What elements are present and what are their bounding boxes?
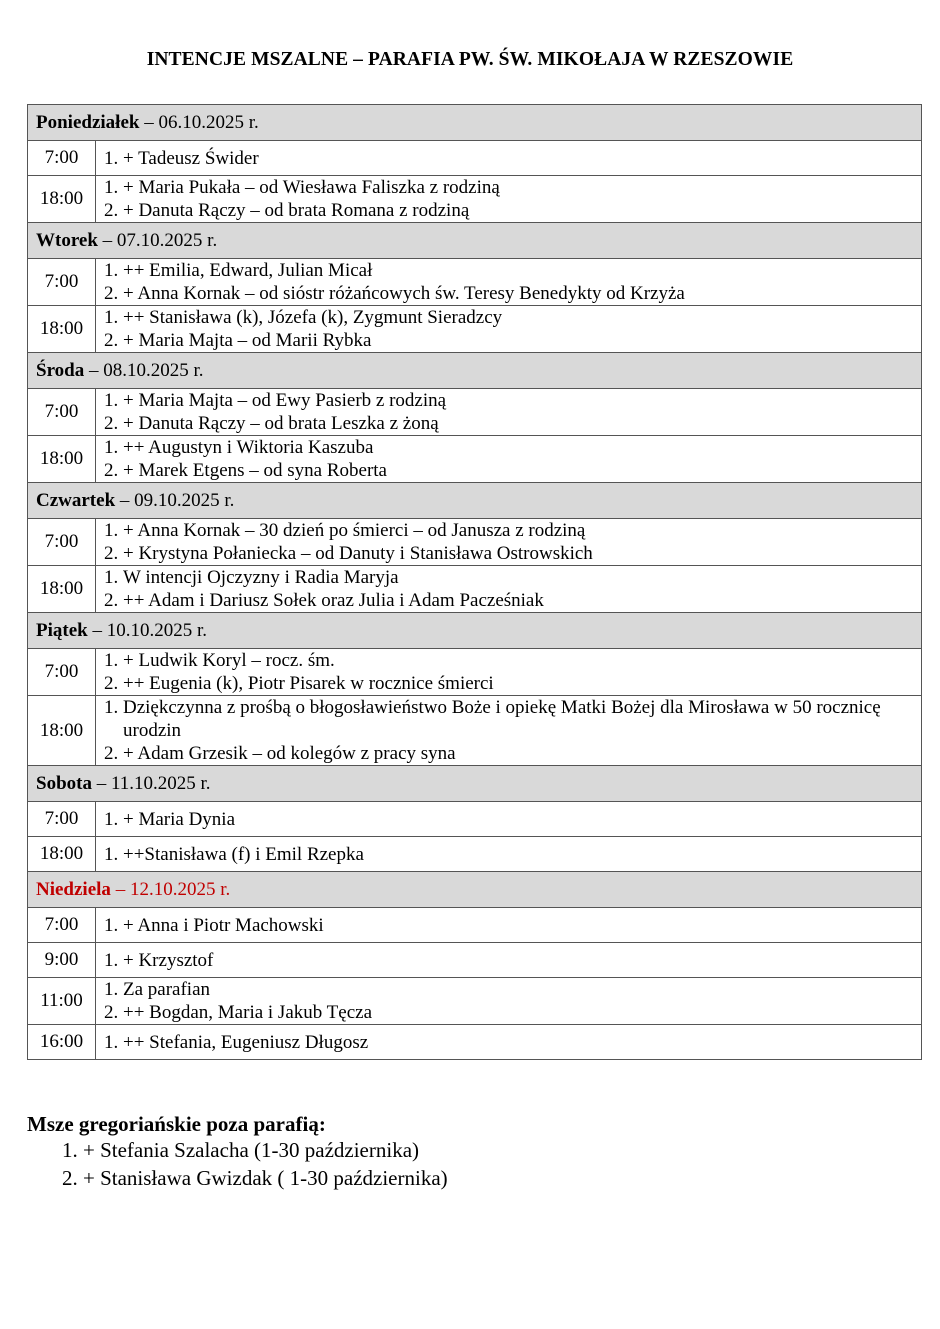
day-name: Sobota — [36, 772, 92, 794]
mass-slot-row — [28, 176, 922, 223]
gregorian-masses-list — [55, 1136, 448, 1192]
mass-time: 18:00 — [28, 176, 96, 223]
intention-item: 1. W intencji Ojczyzny i Radia Maryja — [123, 566, 921, 589]
gregorian-mass-item: 1. + Stefania Szalacha (1-30 października) — [83, 1136, 448, 1164]
mass-slot-row — [28, 837, 922, 872]
intention-item: 1. + Maria Majta – od Ewy Pasierb z rodziną — [123, 389, 921, 412]
intention-item: 2. ++ Bogdan, Maria i Jakub Tęcza — [123, 1001, 921, 1024]
intention-item: 1. ++ Augustyn i Wiktoria Kaszuba — [123, 436, 921, 459]
intentions-list — [96, 436, 921, 482]
mass-slot-row — [28, 908, 922, 943]
intention-item: 2. ++ Eugenia (k), Piotr Pisarek w rocznice śmierci — [123, 672, 921, 695]
intentions-cell — [96, 141, 922, 176]
intentions-list — [96, 147, 921, 170]
day-date: – 09.10.2025 r. — [115, 489, 235, 511]
day-header — [28, 105, 922, 141]
mass-slot-row — [28, 802, 922, 837]
mass-slot-row — [28, 436, 922, 483]
mass-time: 11:00 — [28, 978, 96, 1025]
intentions-cell — [96, 259, 922, 306]
gregorian-mass-item: 2. + Stanisława Gwizdak ( 1-30 października) — [83, 1164, 448, 1192]
intention-item: 1. + Krzysztof — [123, 949, 921, 972]
mass-time: 9:00 — [28, 943, 96, 978]
mass-slot-row — [28, 978, 922, 1025]
day-header — [28, 483, 922, 519]
intentions-cell — [96, 802, 922, 837]
intentions-cell — [96, 389, 922, 436]
day-header-row — [28, 223, 922, 259]
mass-slot-row — [28, 259, 922, 306]
intentions-list — [96, 1031, 921, 1054]
mass-time: 18:00 — [28, 837, 96, 872]
gregorian-masses-heading: Msze gregoriańskie poza parafią: — [27, 1112, 326, 1136]
intention-item: 2. + Danuta Rączy – od brata Romana z rodziną — [123, 199, 921, 222]
intention-item: 1. Dziękczynna z prośbą o błogosławieństwo Boże i opiekę Matki Bożej dla Mirosława w 50 rocznicę urodzin — [123, 696, 921, 742]
intentions-list — [96, 696, 921, 765]
mass-time: 7:00 — [28, 259, 96, 306]
day-header — [28, 872, 922, 908]
intention-item: 1. + Anna Kornak – 30 dzień po śmierci – od Janusza z rodziną — [123, 519, 921, 542]
intention-item: 1. ++ Emilia, Edward, Julian Micał — [123, 259, 921, 282]
intentions-list — [96, 566, 921, 612]
day-header-row — [28, 766, 922, 802]
mass-time: 18:00 — [28, 306, 96, 353]
intentions-list — [96, 259, 921, 305]
mass-time: 7:00 — [28, 519, 96, 566]
intentions-list — [96, 949, 921, 972]
day-header — [28, 223, 922, 259]
intentions-list — [96, 519, 921, 565]
mass-time: 7:00 — [28, 389, 96, 436]
day-header-row — [28, 613, 922, 649]
day-name: Środa — [36, 359, 85, 381]
day-date: – 12.10.2025 r. — [110, 878, 231, 900]
intention-item: 1. + Anna i Piotr Machowski — [123, 914, 921, 937]
page-title: INTENCJE MSZALNE – PARAFIA PW. ŚW. MIKOŁAJA W RZESZOWIE — [146, 49, 794, 70]
mass-slot-row — [28, 1025, 922, 1060]
day-header-row — [28, 872, 922, 908]
intentions-cell — [96, 306, 922, 353]
mass-slot-row — [28, 141, 922, 176]
day-date: – 08.10.2025 r. — [84, 359, 204, 381]
day-date: – 11.10.2025 r. — [91, 772, 211, 794]
day-header-row — [28, 483, 922, 519]
intention-item: 1. ++Stanisława (f) i Emil Rzepka — [123, 843, 921, 866]
mass-slot-row — [28, 306, 922, 353]
mass-time: 16:00 — [28, 1025, 96, 1060]
intentions-cell — [96, 649, 922, 696]
day-date: – 06.10.2025 r. — [139, 111, 259, 133]
intentions-cell — [96, 176, 922, 223]
mass-time: 7:00 — [28, 802, 96, 837]
mass-time: 7:00 — [28, 908, 96, 943]
day-header — [28, 613, 922, 649]
intentions-list — [96, 306, 921, 352]
intentions-cell — [96, 696, 922, 766]
mass-slot-row — [28, 566, 922, 613]
intentions-cell — [96, 837, 922, 872]
intentions-cell — [96, 566, 922, 613]
intention-item: 1. Za parafian — [123, 978, 921, 1001]
intention-item: 1. + Ludwik Koryl – rocz. śm. — [123, 649, 921, 672]
intention-item: 1. ++ Stefania, Eugeniusz Długosz — [123, 1031, 921, 1054]
mass-slot-row — [28, 943, 922, 978]
intentions-cell — [96, 436, 922, 483]
mass-time: 18:00 — [28, 696, 96, 766]
intentions-list — [96, 808, 921, 831]
intention-item: 2. ++ Adam i Dariusz Sołek oraz Julia i Adam Pacześniak — [123, 589, 921, 612]
day-header — [28, 353, 922, 389]
intention-item: 1. + Maria Dynia — [123, 808, 921, 831]
intentions-cell — [96, 1025, 922, 1060]
day-name: Niedziela — [36, 878, 111, 900]
intentions-list — [96, 389, 921, 435]
intention-item: 1. + Maria Pukała – od Wiesława Faliszka z rodziną — [123, 176, 921, 199]
day-name: Poniedziałek — [36, 111, 140, 133]
intention-item: 2. + Krystyna Połaniecka – od Danuty i Stanisława Ostrowskich — [123, 542, 921, 565]
intentions-cell — [96, 978, 922, 1025]
intentions-list — [96, 843, 921, 866]
intention-item: 1. ++ Stanisława (k), Józefa (k), Zygmunt Sieradzcy — [123, 306, 921, 329]
intentions-cell — [96, 943, 922, 978]
day-name: Wtorek — [36, 229, 98, 251]
mass-time: 18:00 — [28, 566, 96, 613]
intention-item: 2. + Danuta Rączy – od brata Leszka z żoną — [123, 412, 921, 435]
intentions-list — [96, 176, 921, 222]
intentions-list — [96, 649, 921, 695]
intention-item: 1. + Tadeusz Świder — [123, 147, 921, 170]
intention-item: 2. + Adam Grzesik – od kolegów z pracy syna — [123, 742, 921, 765]
day-header-row — [28, 105, 922, 141]
mass-time: 7:00 — [28, 649, 96, 696]
day-date: – 10.10.2025 r. — [87, 619, 207, 641]
intentions-list — [96, 978, 921, 1024]
intention-item: 2. + Anna Kornak – od sióstr różańcowych św. Teresy Benedykty od Krzyża — [123, 282, 921, 305]
mass-time: 18:00 — [28, 436, 96, 483]
intention-item: 2. + Marek Etgens – od syna Roberta — [123, 459, 921, 482]
intentions-cell — [96, 519, 922, 566]
mass-slot-row — [28, 696, 922, 766]
day-name: Piątek — [36, 619, 88, 641]
mass-slot-row — [28, 389, 922, 436]
day-header — [28, 766, 922, 802]
intentions-cell — [96, 908, 922, 943]
mass-slot-row — [28, 649, 922, 696]
mass-intentions-table — [27, 104, 922, 1060]
day-header-row — [28, 353, 922, 389]
mass-slot-row — [28, 519, 922, 566]
mass-time: 7:00 — [28, 141, 96, 176]
day-name: Czwartek — [36, 489, 116, 511]
intentions-list — [96, 914, 921, 937]
day-date: – 07.10.2025 r. — [97, 229, 218, 251]
intention-item: 2. + Maria Majta – od Marii Rybka — [123, 329, 921, 352]
